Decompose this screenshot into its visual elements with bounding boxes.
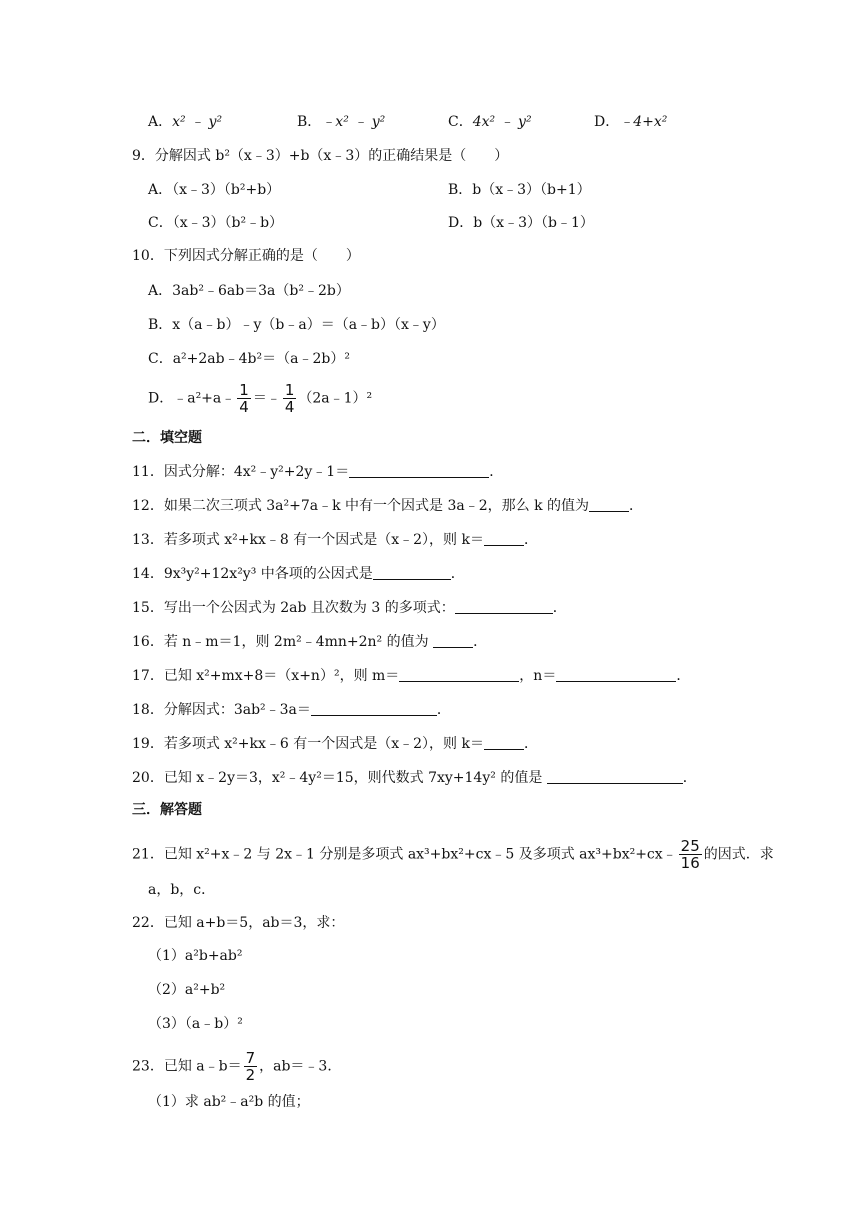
- fraction-numerator: 1: [284, 381, 295, 399]
- question-text: 17．已知 x²+mx+8＝（x+n）²，则 m＝: [132, 668, 400, 684]
- option-label: D．: [594, 114, 620, 130]
- q10-option-b: B．x（a﹣b）﹣y（b﹣a）＝（a﹣b）（x﹣y）: [148, 317, 445, 333]
- q22-part1: （1）a²b+ab²: [148, 948, 243, 964]
- fraction-7-2: [244, 1050, 258, 1083]
- q22-stem: 22．已知 a+b＝5，ab＝3，求：: [132, 915, 345, 931]
- answer-blank[interactable]: [373, 565, 451, 580]
- q14: [132, 564, 465, 584]
- answer-blank-n[interactable]: [556, 667, 676, 682]
- question-mid: ，n＝: [519, 668, 557, 684]
- question-end: ．: [682, 770, 697, 786]
- q12: [132, 496, 643, 516]
- question-end: ．: [676, 668, 691, 684]
- fraction-denominator: 4: [239, 398, 249, 416]
- question-text: 14．9x³y²+12x²y³ 中各项的公因式是: [132, 566, 373, 582]
- fraction-denominator: 4: [284, 398, 295, 416]
- q18: [132, 700, 451, 720]
- fraction-numerator: 1: [239, 381, 249, 399]
- fraction-numerator: 7: [245, 1049, 256, 1067]
- section-answer-title: 三．解答题: [132, 802, 202, 818]
- q10-option-d: [148, 382, 372, 415]
- fraction-one-quarter: [237, 382, 251, 415]
- answer-blank[interactable]: [311, 701, 437, 716]
- q10-option-c: C．a²+2ab﹣4b²＝（a﹣2b）²: [148, 351, 350, 367]
- option-expr: x² ﹣ y²: [172, 114, 223, 130]
- question-end: ．: [523, 736, 538, 752]
- question-text-end: 的因式．求: [703, 846, 774, 863]
- q8-option-c: [448, 112, 532, 132]
- q23-stem: [132, 1050, 341, 1083]
- q8-option-b: [297, 112, 385, 132]
- q9-option-d: D．b（x﹣3）（b﹣1）: [448, 215, 594, 231]
- question-text: 19．若多项式 x²+kx﹣6 有一个因式是（x﹣2），则 k＝: [132, 736, 484, 752]
- q20: [132, 768, 697, 788]
- question-end: ．: [473, 634, 488, 650]
- q10-stem: 10．下列因式分解正确的是（ ）: [132, 248, 360, 264]
- q8-option-a: [148, 112, 222, 132]
- q9-option-b: B．b（x﹣3）（b+1）: [448, 182, 591, 198]
- q22-part3: （3）（a﹣b）²: [148, 1016, 243, 1032]
- q15: [132, 598, 567, 618]
- question-text: 18．分解因式：3ab²﹣3a＝: [132, 702, 311, 718]
- question-end: ．: [489, 464, 504, 480]
- answer-blank[interactable]: [433, 633, 473, 648]
- question-text: 23．已知 a﹣b＝: [132, 1058, 242, 1075]
- q21-line2: a，b，c．: [148, 882, 216, 898]
- q23-part1: （1）求 ab²﹣a²b 的值；: [148, 1094, 310, 1110]
- question-text: 13．若多项式 x²+kx﹣8 有一个因式是（x﹣2），则 k＝: [132, 532, 484, 548]
- question-text: 12．如果二次三项式 3a²+7a﹣k 中有一个因式是 3a﹣2，那么 k 的值为: [132, 498, 590, 514]
- fraction-25-16: [679, 838, 702, 871]
- q16: [132, 632, 487, 652]
- section-fill-in-title: 二．填空题: [132, 430, 202, 446]
- question-end: ．: [450, 566, 465, 582]
- question-text-end: ，ab＝﹣3．: [259, 1058, 342, 1075]
- q9-option-a: A．（x﹣3）（b²+b）: [148, 182, 281, 198]
- q10-option-a: A．3ab²﹣6ab＝3a（b²﹣2b）: [148, 283, 350, 299]
- option-d-prefix: D．﹣a²+a﹣: [148, 390, 236, 407]
- q19: [132, 734, 538, 754]
- q13: [132, 530, 538, 550]
- option-label: A．: [148, 114, 173, 130]
- q11: [132, 462, 503, 482]
- answer-blank[interactable]: [589, 497, 629, 512]
- question-text: 11．因式分解：4x²﹣y²+2y﹣1＝: [132, 464, 350, 480]
- q9-option-c: C．（x﹣3）（b²﹣b）: [148, 215, 284, 231]
- answer-blank[interactable]: [484, 531, 524, 546]
- question-end: ．: [629, 498, 644, 514]
- question-text: 20．已知 x﹣2y＝3，x²﹣4y²＝15，则代数式 7xy+14y² 的值是: [132, 770, 547, 786]
- q17: [132, 666, 690, 686]
- answer-blank[interactable]: [547, 769, 683, 784]
- option-expr: 4x² ﹣ y²: [472, 114, 532, 130]
- question-end: ．: [523, 532, 538, 548]
- option-label: C．: [448, 114, 473, 130]
- option-label: B．: [297, 114, 322, 130]
- answer-blank[interactable]: [349, 463, 489, 478]
- option-expr: ﹣4+x²: [619, 114, 668, 130]
- fraction-one-quarter-2: [283, 382, 297, 415]
- q8-option-d: [594, 112, 667, 132]
- option-d-mid: ＝﹣: [252, 390, 281, 407]
- answer-blank-m[interactable]: [399, 667, 519, 682]
- q21-line1: [132, 838, 774, 871]
- fraction-denominator: 16: [680, 854, 700, 872]
- fraction-denominator: 2: [245, 1066, 256, 1084]
- question-end: ．: [552, 600, 567, 616]
- option-d-suffix: （2a﹣1）²: [298, 390, 373, 407]
- question-end: ．: [436, 702, 451, 718]
- answer-blank[interactable]: [455, 599, 553, 614]
- q9-stem: 9．分解因式 b²（x﹣3）+b（x﹣3）的正确结果是（ ）: [132, 148, 509, 164]
- question-text: 15．写出一个公因式为 2ab 且次数为 3 的多项式：: [132, 600, 455, 616]
- question-text: 21．已知 x²+x﹣2 与 2x﹣1 分别是多项式 ax³+bx²+cx﹣5 及多项式 ax³+bx²+cx﹣: [132, 846, 677, 863]
- option-expr: ﹣x² ﹣ y²: [321, 114, 386, 130]
- answer-blank[interactable]: [484, 735, 524, 750]
- fraction-numerator: 25: [680, 837, 700, 855]
- q22-part2: （2）a²+b²: [148, 982, 226, 998]
- question-text: 16．若 n﹣m＝1，则 2m²﹣4mn+2n² 的值为: [132, 634, 434, 650]
